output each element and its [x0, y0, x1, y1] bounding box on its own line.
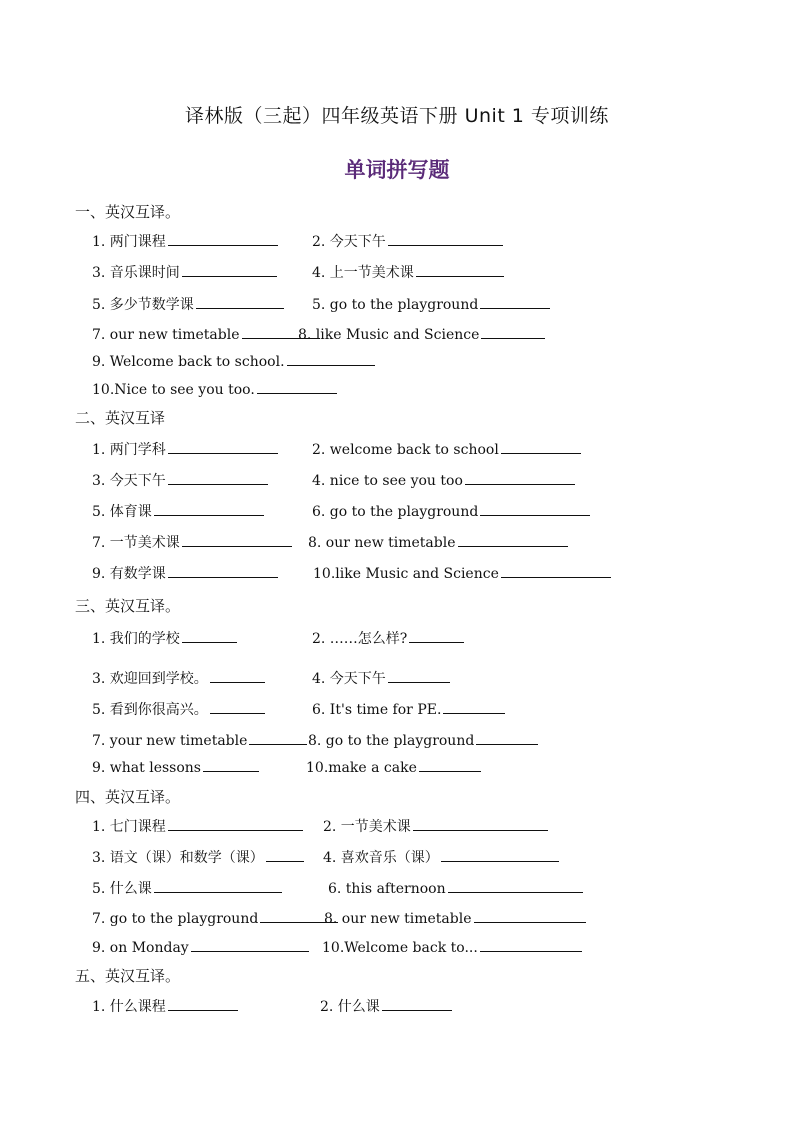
answer-blank[interactable]	[168, 470, 268, 485]
exercise-row	[0, 730, 794, 754]
answer-blank[interactable]	[249, 730, 307, 745]
exercise-item	[312, 628, 464, 649]
item-prompt: 9. Welcome back to school.	[92, 354, 285, 370]
exercise-row	[0, 816, 794, 840]
item-prompt: 2. 什么课	[320, 999, 380, 1015]
answer-blank[interactable]	[382, 996, 452, 1011]
item-prompt: 3. 今天下午	[92, 473, 166, 489]
item-prompt: 3. 音乐课时间	[92, 265, 180, 281]
item-prompt: 4. 今天下午	[312, 671, 386, 687]
exercise-row	[0, 847, 794, 871]
exercise-row	[0, 908, 794, 932]
answer-blank[interactable]	[210, 699, 265, 714]
item-prompt: 10.make a cake	[306, 760, 417, 776]
exercise-item	[323, 816, 548, 837]
answer-blank[interactable]	[168, 996, 238, 1011]
answer-blank[interactable]	[480, 501, 590, 516]
answer-blank[interactable]	[154, 878, 282, 893]
exercise-item	[92, 379, 337, 400]
item-prompt: 5. 体育课	[92, 504, 152, 520]
item-prompt: 3. 语文（课）和数学（课）	[92, 850, 264, 866]
exercise-item	[322, 937, 582, 958]
exercise-item	[92, 532, 292, 553]
exercise-item	[312, 231, 503, 252]
item-prompt: 10.Welcome back to...	[322, 940, 478, 956]
exercise-row	[0, 294, 794, 318]
section-heading: 一、英汉互译。	[75, 203, 181, 221]
exercise-item	[92, 262, 277, 283]
answer-blank[interactable]	[182, 628, 237, 643]
answer-blank[interactable]	[458, 532, 568, 547]
exercise-row	[0, 937, 794, 961]
exercise-row	[0, 668, 794, 692]
item-prompt: 3. 欢迎回到学校。	[92, 671, 208, 687]
exercise-row	[0, 470, 794, 494]
answer-blank[interactable]	[501, 563, 611, 578]
exercise-item	[92, 439, 278, 460]
exercise-item	[312, 501, 590, 522]
exercise-item	[92, 757, 259, 778]
exercise-row	[0, 757, 794, 781]
item-prompt: 7. 一节美术课	[92, 535, 180, 551]
answer-blank[interactable]	[168, 563, 278, 578]
answer-blank[interactable]	[465, 470, 575, 485]
exercise-item	[92, 996, 238, 1017]
answer-blank[interactable]	[196, 294, 284, 309]
answer-blank[interactable]	[154, 501, 264, 516]
exercise-item	[308, 730, 538, 751]
page-title: 译林版（三起）四年级英语下册 Unit 1 专项训练	[185, 105, 609, 127]
item-prompt: 4. nice to see you too	[312, 473, 463, 489]
item-prompt: 2. 今天下午	[312, 234, 386, 250]
exercise-item	[92, 563, 278, 584]
exercise-row	[0, 324, 794, 348]
item-prompt: 2. welcome back to school	[312, 442, 499, 458]
exercise-item	[92, 470, 268, 491]
item-prompt: 8. our new timetable	[308, 535, 456, 551]
exercise-row	[0, 262, 794, 286]
section-heading: 三、英汉互译。	[75, 597, 181, 615]
exercise-item	[92, 501, 264, 522]
exercise-item	[306, 757, 481, 778]
item-prompt: 8. like Music and Science	[298, 327, 480, 343]
answer-blank[interactable]	[287, 351, 375, 366]
section-heading: 四、英汉互译。	[75, 788, 181, 806]
section-heading: 二、英汉互译	[75, 409, 166, 427]
exercise-row	[0, 439, 794, 463]
item-prompt: 1. 我们的学校	[92, 631, 180, 647]
exercise-row	[0, 532, 794, 556]
exercise-row	[0, 878, 794, 902]
exercise-item	[92, 730, 307, 751]
exercise-item	[92, 847, 304, 868]
item-prompt: 4. 上一节美术课	[312, 265, 414, 281]
item-prompt: 10.Nice to see you too.	[92, 382, 255, 398]
exercise-item	[324, 908, 586, 929]
item-prompt: 10.like Music and Science	[313, 566, 499, 582]
exercise-item	[308, 532, 568, 553]
answer-blank[interactable]	[476, 730, 538, 745]
exercise-item	[92, 351, 375, 372]
exercise-item	[312, 668, 450, 689]
exercise-item	[92, 937, 309, 958]
exercise-item	[298, 324, 545, 345]
answer-blank[interactable]	[448, 878, 583, 893]
item-prompt: 1. 两门学科	[92, 442, 166, 458]
answer-blank[interactable]	[409, 628, 464, 643]
item-prompt: 7. go to the playground	[92, 911, 259, 927]
exercise-item	[312, 470, 575, 491]
answer-blank[interactable]	[481, 324, 545, 339]
answer-blank[interactable]	[474, 908, 586, 923]
item-prompt: 1. 两门课程	[92, 234, 166, 250]
exercise-row	[0, 699, 794, 723]
exercise-item	[328, 878, 583, 899]
exercise-row	[0, 379, 794, 403]
exercise-item	[312, 439, 581, 460]
item-prompt: 9. on Monday	[92, 940, 189, 956]
answer-blank[interactable]	[191, 937, 309, 952]
exercise-item	[92, 699, 265, 720]
item-prompt: 2. ……怎么样?	[312, 631, 408, 647]
exercise-item	[92, 878, 282, 899]
item-prompt: 6. this afternoon	[328, 881, 446, 897]
answer-blank[interactable]	[441, 847, 559, 862]
exercise-item	[312, 262, 504, 283]
answer-blank[interactable]	[168, 439, 278, 454]
answer-blank[interactable]	[168, 816, 303, 831]
answer-blank[interactable]	[210, 668, 265, 683]
item-prompt: 7. your new timetable	[92, 733, 248, 749]
exercise-item	[92, 908, 338, 929]
answer-blank[interactable]	[501, 439, 581, 454]
answer-blank[interactable]	[416, 262, 504, 277]
item-prompt: 1. 什么课程	[92, 999, 166, 1015]
exercise-item	[92, 816, 303, 837]
exercise-row	[0, 996, 794, 1020]
answer-blank[interactable]	[388, 231, 503, 246]
item-prompt: 8. go to the playground	[308, 733, 475, 749]
answer-blank[interactable]	[182, 532, 292, 547]
answer-blank[interactable]	[388, 668, 450, 683]
item-prompt: 8. our new timetable	[324, 911, 472, 927]
answer-blank[interactable]	[257, 379, 337, 394]
exercise-item	[92, 231, 278, 252]
answer-blank[interactable]	[480, 294, 550, 309]
item-prompt: 5. go to the playground	[312, 297, 479, 313]
answer-blank[interactable]	[443, 699, 505, 714]
exercise-item	[312, 294, 550, 315]
answer-blank[interactable]	[168, 231, 278, 246]
answer-blank[interactable]	[419, 757, 481, 772]
exercise-item	[92, 628, 237, 649]
exercise-row	[0, 351, 794, 375]
item-prompt: 6. It's time for PE.	[312, 702, 442, 718]
exercise-item	[92, 294, 284, 315]
answer-blank[interactable]	[480, 937, 582, 952]
item-prompt: 5. 什么课	[92, 881, 152, 897]
answer-blank[interactable]	[266, 847, 304, 862]
exercise-row	[0, 501, 794, 525]
item-prompt: 2. 一节美术课	[323, 819, 411, 835]
item-prompt: 9. 有数学课	[92, 566, 166, 582]
item-prompt: 9. what lessons	[92, 760, 201, 776]
exercise-item	[320, 996, 452, 1017]
exercise-item	[92, 324, 320, 345]
item-prompt: 7. our new timetable	[92, 327, 240, 343]
item-prompt: 1. 七门课程	[92, 819, 166, 835]
item-prompt: 6. go to the playground	[312, 504, 479, 520]
answer-blank[interactable]	[203, 757, 259, 772]
exercise-row	[0, 563, 794, 587]
section-heading: 五、英汉互译。	[75, 967, 181, 985]
section-subtitle: 单词拼写题	[344, 158, 450, 182]
exercise-row	[0, 231, 794, 255]
exercise-item	[92, 668, 265, 689]
exercise-item	[313, 563, 611, 584]
exercise-item	[323, 847, 559, 868]
exercise-item	[312, 699, 505, 720]
item-prompt: 5. 多少节数学课	[92, 297, 194, 313]
answer-blank[interactable]	[182, 262, 277, 277]
item-prompt: 4. 喜欢音乐（课）	[323, 850, 439, 866]
exercise-row	[0, 628, 794, 652]
answer-blank[interactable]	[413, 816, 548, 831]
item-prompt: 5. 看到你很高兴。	[92, 702, 208, 718]
